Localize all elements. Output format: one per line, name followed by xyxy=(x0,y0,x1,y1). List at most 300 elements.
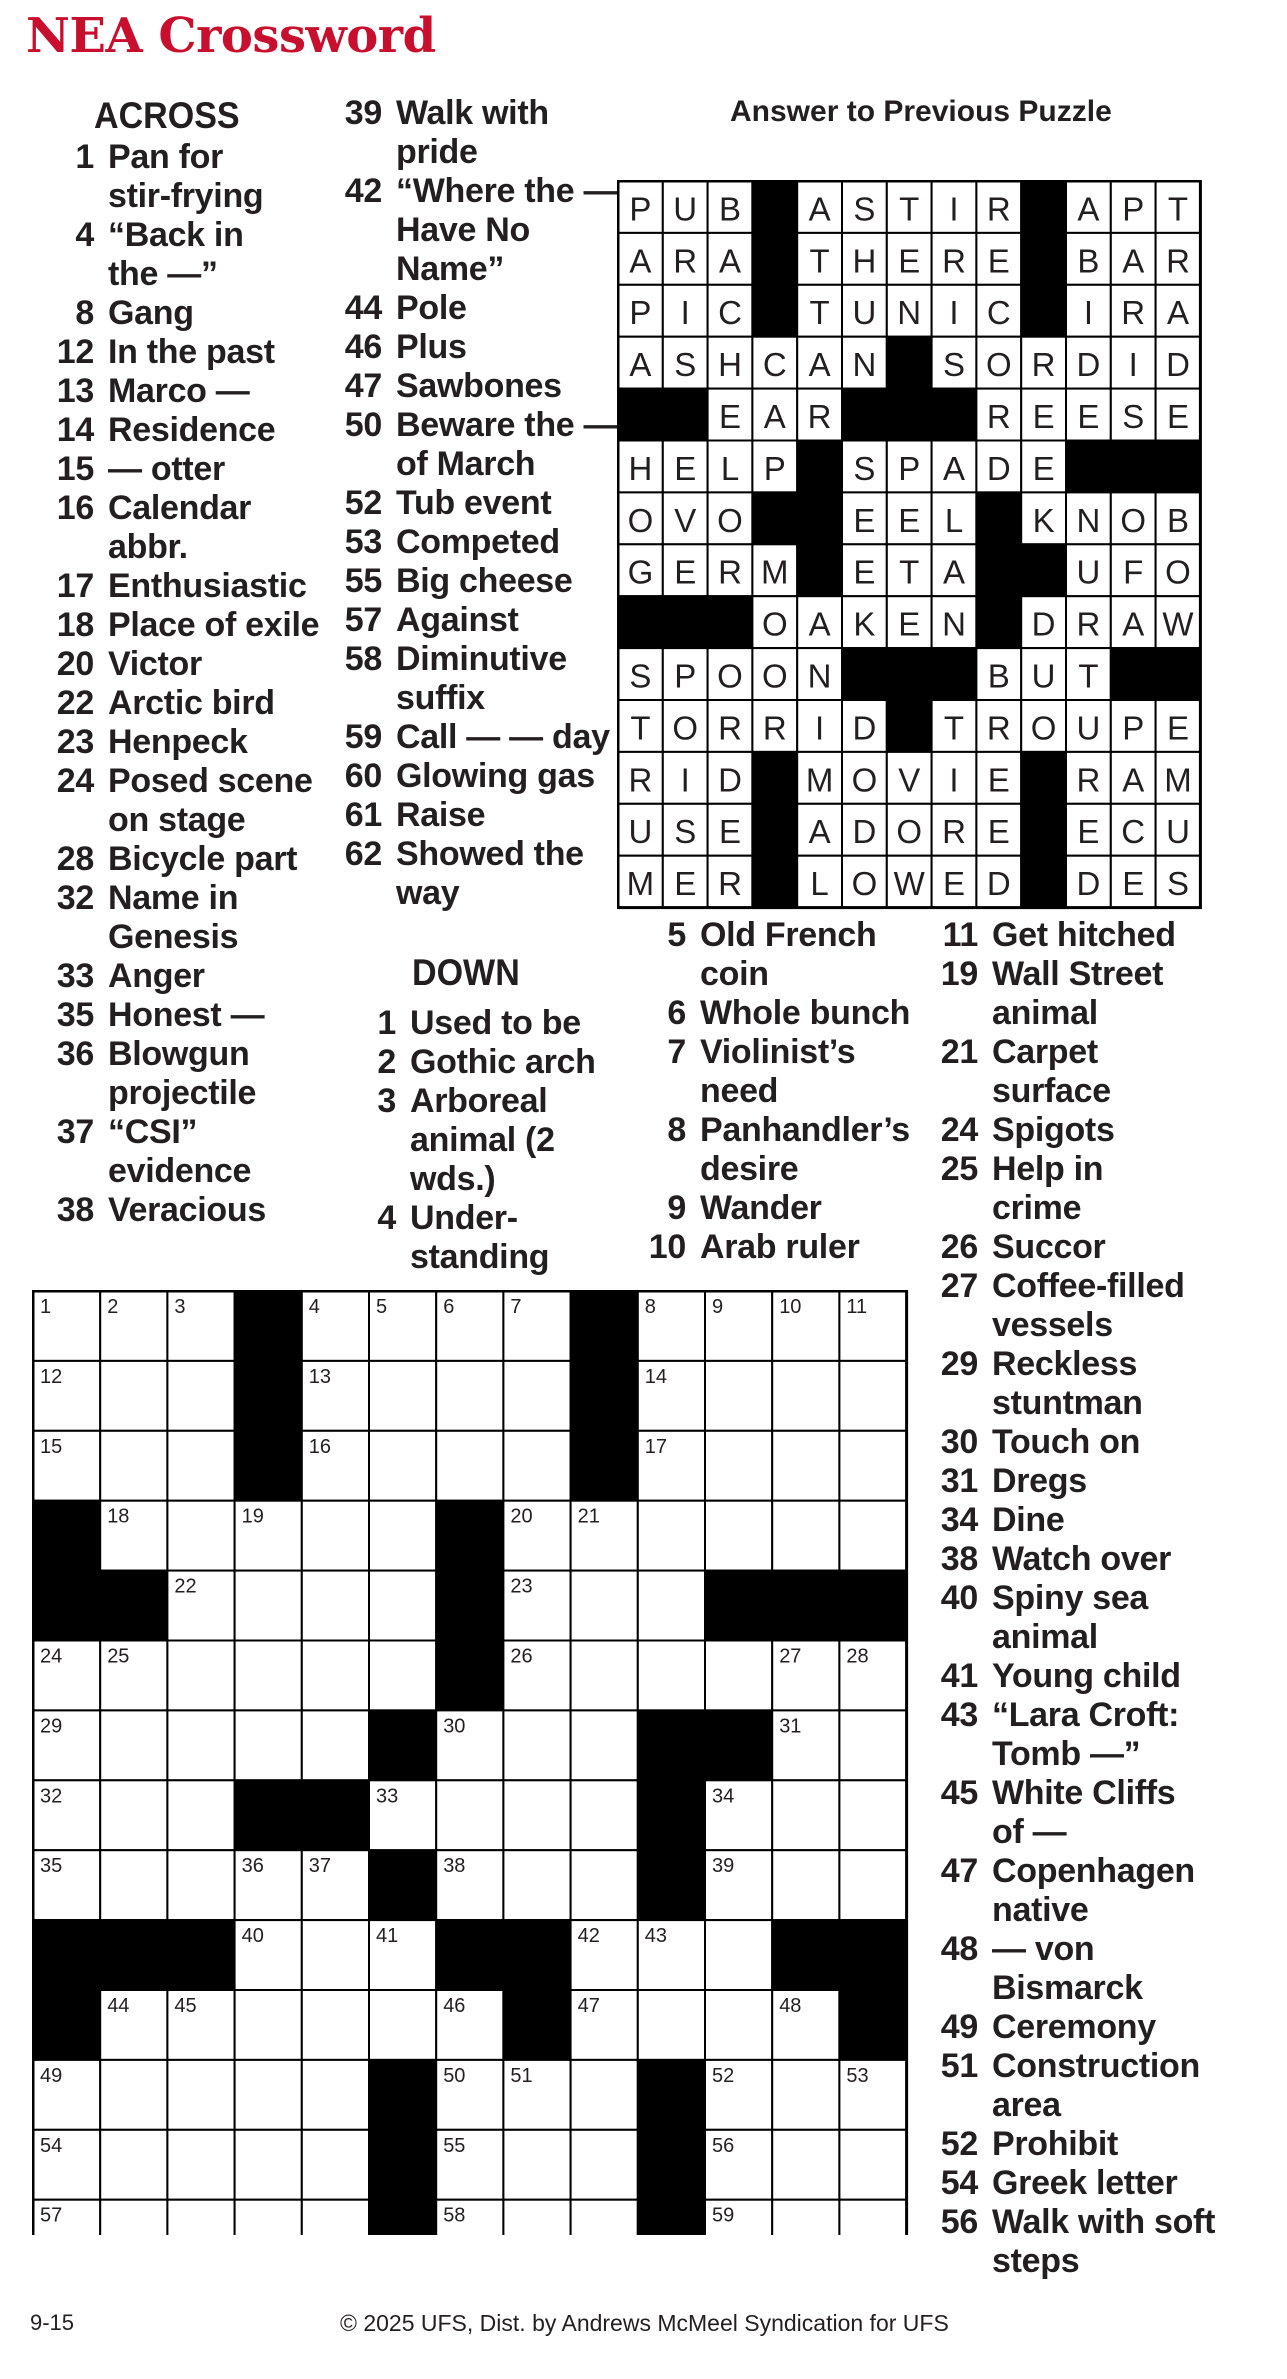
answer-letter: R xyxy=(1076,605,1101,643)
clue-text xyxy=(382,484,636,523)
answer-letter: K xyxy=(1032,501,1055,539)
cell-number: 6 xyxy=(443,1296,455,1318)
answer-letter: U xyxy=(1076,553,1101,591)
cell-number: 13 xyxy=(308,1365,332,1388)
answer-letter: N xyxy=(1076,501,1101,539)
clue-number: 57 xyxy=(344,601,382,639)
grid-cell xyxy=(100,2200,167,2235)
clue-item xyxy=(336,757,636,796)
clue-number: 43 xyxy=(940,1696,978,1734)
black-square xyxy=(100,1571,167,1641)
grid-cell xyxy=(436,1431,503,1501)
answer-letter: O xyxy=(717,657,743,695)
answer-letter: A xyxy=(718,242,742,280)
answer-letter: P xyxy=(1122,709,1145,747)
cell-number: 47 xyxy=(577,1995,600,2017)
clue-text xyxy=(94,333,344,372)
answer-letter: D xyxy=(1031,605,1056,643)
clue-text-line: Bismarck xyxy=(992,1969,1143,2007)
grid-cell xyxy=(167,1710,234,1780)
black-square xyxy=(887,648,932,700)
answer-letter: I xyxy=(1128,346,1138,384)
clue-text xyxy=(94,411,344,450)
clue-item xyxy=(346,1082,636,1199)
grid-cell xyxy=(100,2130,167,2200)
answer-letter: R xyxy=(1031,346,1056,384)
clue-text xyxy=(382,523,636,562)
across-clues-column-2 xyxy=(336,94,636,913)
clue-text-line: Succor xyxy=(992,1228,1106,1266)
clue-text-line: Enthusiastic xyxy=(108,567,307,605)
clue-text xyxy=(382,328,636,367)
clue-text-line: crime xyxy=(992,1189,1082,1227)
down-heading: DOWN xyxy=(412,952,520,993)
answer-letter: B xyxy=(1166,501,1190,539)
clue-number: 55 xyxy=(344,562,382,600)
grid-cell xyxy=(839,1710,906,1780)
clue-item xyxy=(336,406,636,484)
clue-text xyxy=(382,406,636,484)
answer-letter: A xyxy=(808,190,831,228)
clue-text-line: — otter xyxy=(108,450,225,488)
cell-number: 19 xyxy=(241,1505,264,1528)
grid-cell xyxy=(436,1780,503,1850)
clue-text-line: Wall Street xyxy=(992,955,1164,993)
clue-number: 49 xyxy=(940,2008,978,2046)
cell-number: 7 xyxy=(510,1296,522,1318)
clue-item xyxy=(336,523,636,562)
answer-letter: A xyxy=(629,242,652,280)
clue-number: 13 xyxy=(56,372,94,410)
black-square xyxy=(100,1920,167,1990)
clue-item xyxy=(336,484,636,523)
grid-cell xyxy=(705,1920,772,1990)
clue-item xyxy=(336,562,636,601)
cell-number: 12 xyxy=(40,1365,63,1388)
black-square xyxy=(839,1920,906,1990)
answer-letter: H xyxy=(628,449,653,487)
black-square xyxy=(503,1990,570,2060)
answer-letter: I xyxy=(949,761,959,799)
answer-letter: E xyxy=(987,813,1010,851)
clue-item xyxy=(636,1189,926,1228)
black-square xyxy=(33,1571,100,1641)
clue-text-line: abbr. xyxy=(108,528,188,566)
answer-letter: C xyxy=(718,294,742,332)
previous-puzzle-answer-grid xyxy=(617,180,1203,910)
answer-letter: P xyxy=(763,449,786,487)
clue-text-line: Arboreal xyxy=(410,1082,548,1120)
answer-letter: N xyxy=(942,605,966,643)
clue-number: 4 xyxy=(75,216,94,254)
clue-number: 39 xyxy=(344,94,382,132)
answer-letter: D xyxy=(1076,865,1101,903)
answer-letter: R xyxy=(628,761,653,799)
clue-text-line: In the past xyxy=(108,333,275,371)
clue-item xyxy=(636,1228,926,1267)
down-clues-column-1 xyxy=(346,951,636,1277)
black-square xyxy=(503,1920,570,1990)
grid-cell xyxy=(167,1431,234,1501)
clue-item xyxy=(928,2125,1273,2164)
clue-number: 38 xyxy=(940,1540,978,1578)
clue-text-line: Calendar xyxy=(108,489,252,527)
clue-text-line: Raise xyxy=(396,796,486,834)
clue-text-line: Young child xyxy=(992,1657,1181,1695)
clue-number: 9 xyxy=(667,1189,686,1227)
answer-letter: M xyxy=(1164,761,1192,799)
answer-letter: B xyxy=(987,657,1010,695)
black-square xyxy=(638,1780,705,1850)
clue-number: 59 xyxy=(344,718,382,756)
clue-text xyxy=(382,718,636,757)
clue-text-line: Touch on xyxy=(992,1423,1141,1461)
clue-number: 51 xyxy=(940,2047,978,2085)
down-clues-column-2 xyxy=(636,916,926,1267)
clue-item xyxy=(44,684,344,723)
grid-cell xyxy=(571,1850,638,1920)
answer-letter: P xyxy=(629,294,652,332)
grid-cell xyxy=(772,1780,839,1850)
clue-text-line: native xyxy=(992,1891,1089,1929)
clue-number: 28 xyxy=(56,840,94,878)
clue-text-line: Pan for xyxy=(108,138,224,176)
clue-item xyxy=(336,367,636,406)
clue-text-line: Dregs xyxy=(992,1462,1087,1500)
clue-item xyxy=(44,645,344,684)
answer-letter: T xyxy=(899,190,920,228)
clue-item xyxy=(336,640,636,718)
grid-cell xyxy=(235,2060,302,2130)
clue-item xyxy=(928,1345,1273,1423)
answer-letter: W xyxy=(893,865,925,903)
grid-cell xyxy=(503,1431,570,1501)
clue-item xyxy=(44,957,344,996)
clue-text-line: Have No xyxy=(396,211,530,249)
cell-number: 8 xyxy=(644,1296,656,1318)
clue-text-line: of March xyxy=(396,445,536,483)
clue-text-line: Place of exile xyxy=(108,606,320,644)
answer-letter: E xyxy=(1032,449,1055,487)
cell-number: 10 xyxy=(779,1296,802,1318)
cell-number: 22 xyxy=(174,1575,197,1598)
clue-text-line: suffix xyxy=(396,679,485,717)
grid-cell xyxy=(302,2200,369,2235)
cell-number: 24 xyxy=(40,1645,63,1668)
answer-letter: E xyxy=(898,242,921,280)
answer-letter: R xyxy=(1121,294,1146,332)
answer-letter: S xyxy=(942,346,966,384)
grid-cell xyxy=(638,1571,705,1641)
clue-item xyxy=(928,1930,1273,2008)
clue-text xyxy=(94,684,344,723)
clue-item xyxy=(928,1228,1273,1267)
answer-grid-title: Answer to Previous Puzzle xyxy=(730,95,1112,128)
answer-letter: B xyxy=(718,190,742,228)
clue-text-line: Walk with xyxy=(396,94,549,132)
black-square xyxy=(797,492,842,544)
clue-text-line: Used to be xyxy=(410,1004,581,1042)
black-square xyxy=(1021,233,1066,285)
clue-text xyxy=(978,1228,1273,1267)
clue-item xyxy=(44,879,344,957)
clue-number: 20 xyxy=(56,645,94,683)
clue-item xyxy=(928,1657,1273,1696)
clue-text-line: Tub event xyxy=(396,484,552,522)
clue-text-line: evidence xyxy=(108,1152,252,1190)
grid-cell xyxy=(638,1990,705,2060)
grid-cell xyxy=(705,1431,772,1501)
black-square xyxy=(752,492,797,544)
black-square xyxy=(752,181,797,233)
clue-item xyxy=(336,289,636,328)
answer-letter: S xyxy=(1166,865,1190,903)
answer-letter: E xyxy=(1077,398,1100,436)
grid-cell xyxy=(839,2130,906,2200)
clue-text-line: “Back in xyxy=(108,216,244,254)
answer-letter: V xyxy=(674,501,697,539)
cell-number: 51 xyxy=(510,2064,533,2087)
across-clue-list-2 xyxy=(336,94,636,913)
clue-item xyxy=(44,138,344,216)
black-square xyxy=(976,492,1021,544)
answer-letter: E xyxy=(987,761,1010,799)
cell-number: 54 xyxy=(40,2134,63,2157)
black-square xyxy=(1021,856,1066,908)
clue-text-line: standing xyxy=(410,1238,550,1276)
clue-text-line: Whole bunch xyxy=(700,994,911,1032)
clue-number: 5 xyxy=(667,916,686,954)
clue-item xyxy=(336,796,636,835)
clue-text xyxy=(94,606,344,645)
cell-number: 5 xyxy=(376,1296,388,1318)
answer-letter: U xyxy=(673,190,698,228)
clue-text xyxy=(686,1111,926,1189)
cell-number: 52 xyxy=(712,2064,735,2087)
clue-text-line: pride xyxy=(396,133,478,171)
clue-number: 10 xyxy=(648,1228,686,1266)
clue-text xyxy=(94,216,344,294)
answer-letter: S xyxy=(853,190,876,228)
across-heading: ACROSS xyxy=(94,95,240,136)
cell-number: 43 xyxy=(644,1925,668,1948)
answer-letter: R xyxy=(718,709,742,747)
black-square xyxy=(571,1431,638,1501)
clue-item xyxy=(44,216,344,294)
clue-text xyxy=(382,640,636,718)
clue-text-line: Residence xyxy=(108,411,276,449)
grid-cell xyxy=(571,2200,638,2235)
grid-cell xyxy=(571,1571,638,1641)
clue-text xyxy=(382,94,636,172)
black-square xyxy=(436,1571,503,1641)
clue-number: 61 xyxy=(344,796,382,834)
clue-number: 6 xyxy=(667,994,686,1032)
answer-letter: R xyxy=(1166,242,1190,280)
black-square xyxy=(705,1710,772,1780)
clue-item xyxy=(928,2203,1273,2281)
answer-letter: R xyxy=(986,190,1011,228)
clue-text-line: Beware the — xyxy=(396,406,618,444)
answer-letter: C xyxy=(762,346,787,384)
grid-cell xyxy=(100,2060,167,2130)
answer-letter: E xyxy=(674,449,697,487)
answer-letter: U xyxy=(1166,813,1190,851)
clue-number: 50 xyxy=(344,406,382,444)
clue-text-line: “CSI” xyxy=(108,1113,198,1151)
black-square xyxy=(976,544,1021,596)
clue-text-line: Gang xyxy=(108,294,194,332)
clue-text-line: area xyxy=(992,2086,1061,2124)
clue-text xyxy=(94,372,344,411)
grid-cell xyxy=(705,1641,772,1711)
answer-letter: O xyxy=(627,501,654,539)
cell-number: 57 xyxy=(40,2204,63,2227)
clue-text-line: Carpet xyxy=(992,1033,1098,1071)
clue-text-line: Posed scene xyxy=(108,762,313,800)
clue-text-line: Anger xyxy=(108,957,205,995)
cell-number: 20 xyxy=(510,1505,533,1528)
grid-cell xyxy=(638,1501,705,1571)
grid-cell xyxy=(235,2130,302,2200)
clue-text-line: Victor xyxy=(108,645,202,683)
clue-text xyxy=(382,601,636,640)
clue-item xyxy=(928,1462,1273,1501)
clue-text-line: White Cliffs xyxy=(992,1774,1176,1812)
black-square xyxy=(167,1920,234,1990)
answer-letter: R xyxy=(942,242,966,280)
clue-text-line: vessels xyxy=(992,1306,1113,1344)
grid-cell xyxy=(772,2060,839,2130)
grid-cell xyxy=(571,2060,638,2130)
clue-item xyxy=(346,1043,636,1082)
answer-letter: G xyxy=(627,553,654,591)
black-square xyxy=(932,648,977,700)
answer-letter: H xyxy=(852,242,877,280)
answer-letter: S xyxy=(1122,398,1145,436)
clue-number: 46 xyxy=(344,328,382,366)
clue-text xyxy=(396,1004,636,1043)
clue-item xyxy=(928,1696,1273,1774)
answer-letter: A xyxy=(1122,761,1145,799)
answer-letter: U xyxy=(1076,709,1101,747)
black-square xyxy=(1021,752,1066,804)
clue-number: 33 xyxy=(56,957,94,995)
clue-number: 15 xyxy=(56,450,94,488)
clue-number: 24 xyxy=(940,1111,978,1149)
grid-cell xyxy=(503,1850,570,1920)
black-square xyxy=(235,1361,302,1431)
black-square xyxy=(797,544,842,596)
clue-text-line: Name” xyxy=(396,250,505,288)
clue-text xyxy=(382,172,636,289)
clue-text xyxy=(94,450,344,489)
clue-text xyxy=(396,1199,636,1277)
clue-text-line: the —” xyxy=(108,255,218,293)
clue-text xyxy=(978,1696,1273,1774)
clue-number: 58 xyxy=(344,640,382,678)
black-square xyxy=(302,1780,369,1850)
clue-text xyxy=(94,723,344,762)
clue-text-line: “Lara Croft: xyxy=(992,1696,1180,1734)
cell-number: 11 xyxy=(846,1296,868,1318)
clue-text-line: on stage xyxy=(108,801,246,839)
black-square xyxy=(752,752,797,804)
answer-letter: L xyxy=(720,449,740,487)
grid-cell xyxy=(772,2130,839,2200)
across-clue-list-1 xyxy=(44,138,344,1230)
clue-number: 44 xyxy=(344,289,382,327)
clue-text-line: need xyxy=(700,1072,779,1110)
clue-text-line: of — xyxy=(992,1813,1067,1851)
clue-text-line: Tomb —” xyxy=(992,1735,1141,1773)
clue-number: 8 xyxy=(667,1111,686,1149)
clue-text xyxy=(382,835,636,913)
cell-number: 58 xyxy=(443,2204,466,2227)
clue-text xyxy=(978,1267,1273,1345)
clue-text-line: Construction xyxy=(992,2047,1200,2085)
clue-text-line: Honest — xyxy=(108,996,265,1034)
clue-item xyxy=(928,1267,1273,1345)
answer-letter: A xyxy=(629,346,652,384)
puzzle-date: 9-15 xyxy=(30,2310,75,2335)
copyright-notice: © 2025 UFS, Dist. by Andrews McMeel Syndication for UFS xyxy=(340,2310,949,2336)
clue-text-line: Veracious xyxy=(108,1191,266,1229)
answer-letter: T xyxy=(809,294,830,332)
clue-text-line: Dine xyxy=(992,1501,1065,1539)
cell-number: 37 xyxy=(308,1855,332,1878)
grid-cell xyxy=(167,1641,234,1711)
clue-number: 24 xyxy=(56,762,94,800)
cell-number: 15 xyxy=(40,1435,63,1458)
clue-text xyxy=(94,489,344,567)
black-square xyxy=(33,1920,100,1990)
grid-cell xyxy=(638,1641,705,1711)
answer-letter: I xyxy=(680,294,690,332)
clue-number: 22 xyxy=(56,684,94,722)
black-square xyxy=(618,596,663,648)
answer-letter: E xyxy=(898,501,921,539)
cell-number: 28 xyxy=(846,1645,869,1668)
grid-cell xyxy=(167,2060,234,2130)
grid-cell xyxy=(302,2060,369,2130)
black-square xyxy=(436,1920,503,1990)
clue-text xyxy=(94,762,344,840)
answer-letter: A xyxy=(1166,294,1190,332)
answer-letter: U xyxy=(1031,657,1056,695)
cell-number: 14 xyxy=(644,1365,668,1388)
clue-number: 16 xyxy=(56,489,94,527)
cell-number: 49 xyxy=(40,2064,63,2087)
black-square xyxy=(571,1361,638,1431)
answer-letter: P xyxy=(898,449,921,487)
cell-number: 2 xyxy=(107,1296,119,1318)
grid-cell xyxy=(302,1710,369,1780)
answer-letter: E xyxy=(674,553,697,591)
grid-cell xyxy=(167,1361,234,1431)
clue-text-line: Copenhagen xyxy=(992,1852,1195,1890)
answer-letter: R xyxy=(986,709,1011,747)
clue-number: 45 xyxy=(940,1774,978,1812)
clue-text-line: — von xyxy=(992,1930,1095,1968)
clue-text-line: “Where the — xyxy=(396,172,618,210)
black-square xyxy=(663,389,708,441)
grid-cell xyxy=(167,2130,234,2200)
black-square xyxy=(1156,648,1201,700)
cell-number: 18 xyxy=(107,1505,130,1528)
clue-text xyxy=(94,879,344,957)
answer-letter: E xyxy=(987,242,1010,280)
